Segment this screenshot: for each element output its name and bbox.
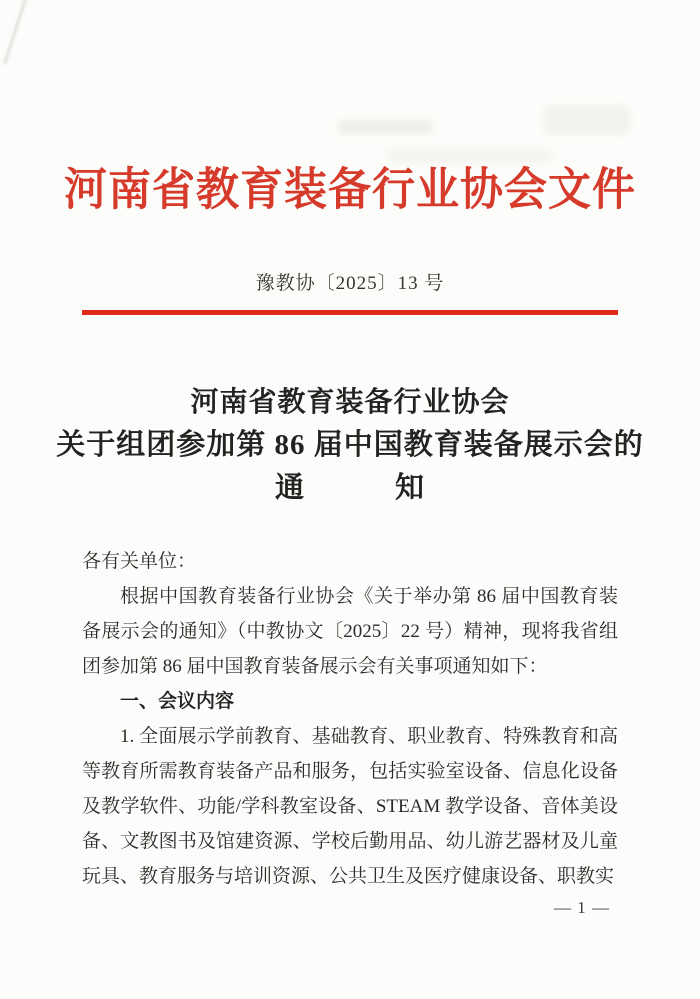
notice-title [40,381,660,510]
notice-title-line-2: 关于组团参加第 86 届中国教育装备展示会的 [56,429,644,461]
red-header-title: 河南省教育装备行业协会文件 [64,166,636,215]
notice-title-line-1: 河南省教育装备行业协会 [190,387,510,418]
salutation: 各有关单位： [82,551,197,572]
paragraph-basis: 根据中国教育装备行业协会《关于举办第 86 届中国教育装备展示会的通知》（中教协文〔2025〕22 号）精神，现将我省组团参加第 86 届中国教育装备展示会有关事项通知如下： [82,586,618,677]
red-divider-line [82,310,618,315]
scan-edge-artifact [3,0,28,65]
scan-smudge [388,150,553,162]
page-number: — 1 — [554,898,610,917]
document-number: 豫教协〔2025〕13 号 [255,273,445,294]
scan-smudge [545,106,630,134]
scan-smudge [338,120,433,134]
section-heading-1: 一、会议内容 [120,691,235,712]
paragraph-exhibit-content: 1. 全面展示学前教育、基础教育、职业教育、特殊教育和高等教育所需教育装备产品和服务，包括实验室设备、信息化设备及教学软件、功能/学科教室设备、STEAM 教学设备、音体美设备、文教图书及馆建资源、学校后勤用品、幼儿游艺器材及儿童玩具、教育服务与培训资源、公共卫生及医疗健康设备、职教实 [82,726,618,887]
notice-title-line-3: 通 知 [274,472,425,504]
notice-body [82,544,618,894]
